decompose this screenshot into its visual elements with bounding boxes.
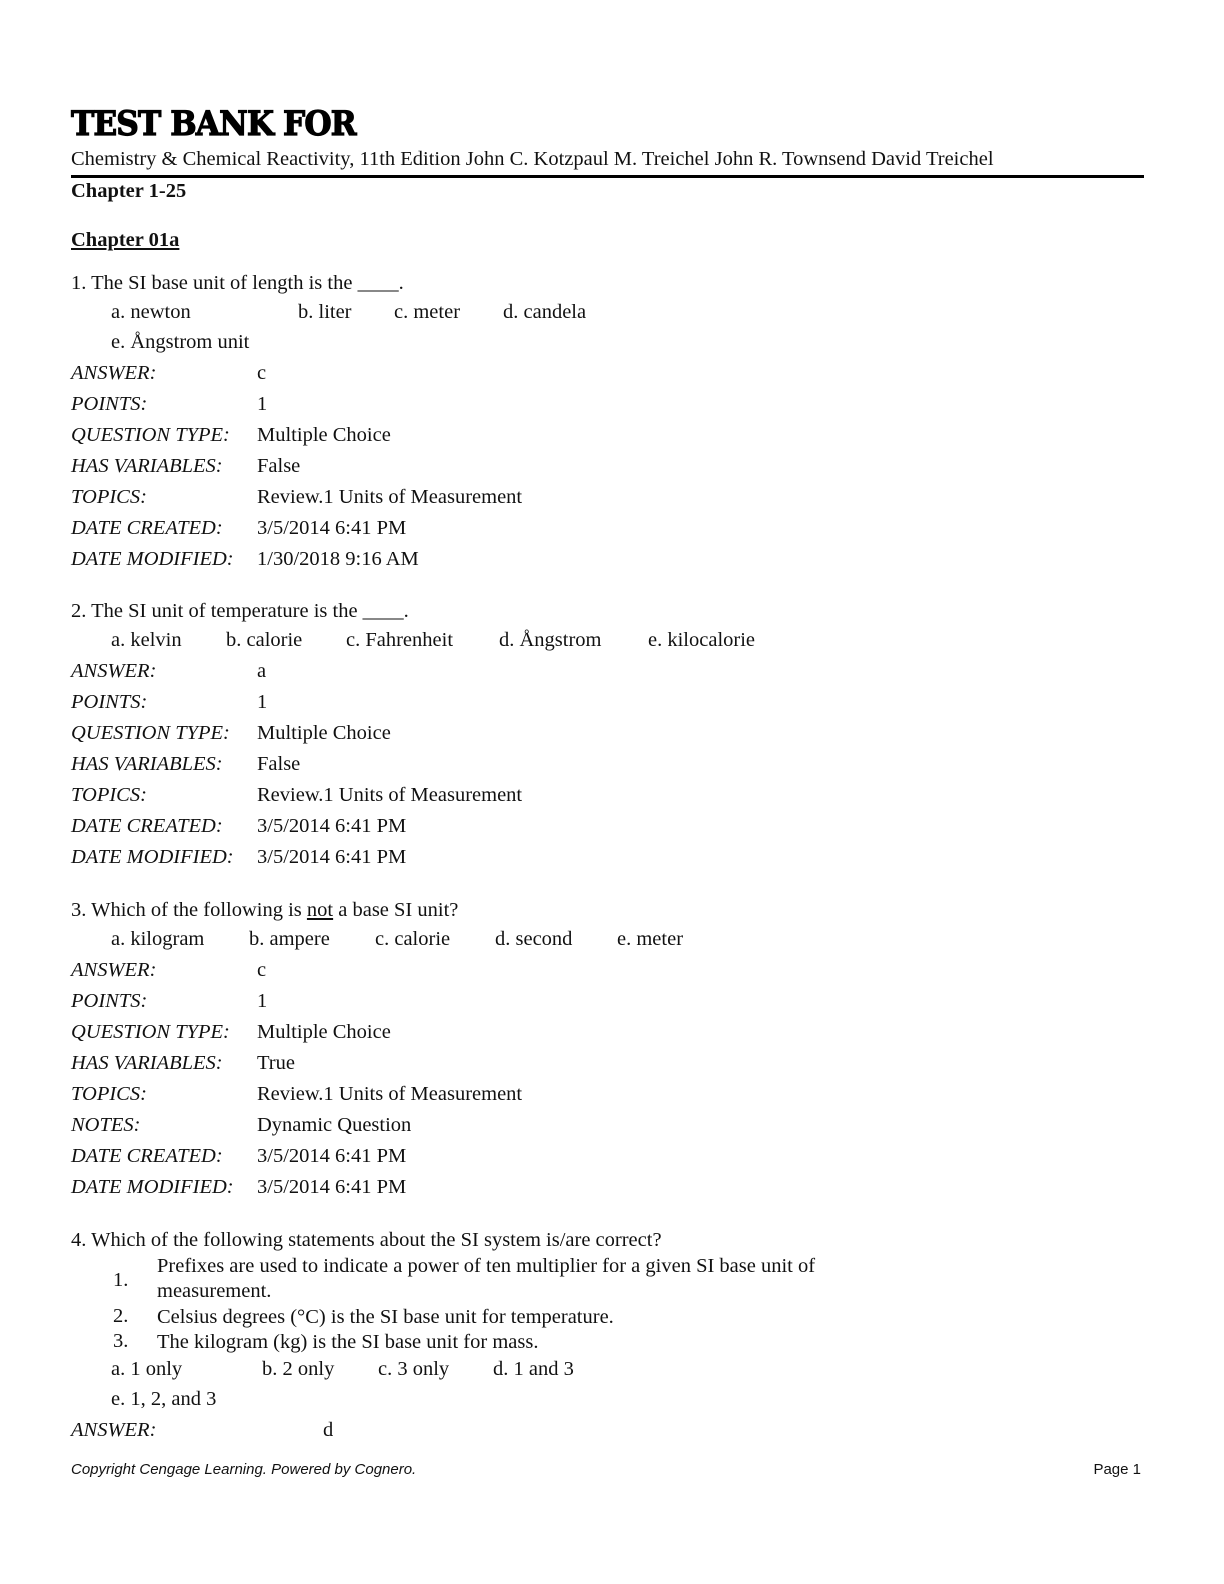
statement-number: 1.: [113, 1269, 129, 1291]
meta-value: Review.1 Units of Measurement: [257, 1083, 523, 1105]
footer-page-number: Page 1: [1093, 1461, 1141, 1478]
book-subtitle: Chemistry & Chemical Reactivity, 11th Edition John C. Kotzpaul M. Treichel John R. Townsend David Treichel: [71, 148, 994, 170]
meta-label: HAS VARIABLES:: [71, 455, 223, 477]
meta-label: QUESTION TYPE:: [71, 424, 230, 446]
stem-emphasis: not: [306, 899, 334, 921]
meta-value: Multiple Choice: [257, 722, 391, 744]
option-c: c. 3 only: [378, 1358, 450, 1380]
option-c: c. calorie: [375, 928, 451, 950]
option-a: a. kilogram: [111, 928, 205, 950]
meta-label: DATE CREATED:: [71, 517, 223, 539]
option-d: d. Ångstrom: [499, 629, 602, 651]
chapter-heading: Chapter 01a: [71, 229, 180, 251]
meta-label: DATE MODIFIED:: [71, 1176, 234, 1198]
meta-label: POINTS:: [71, 393, 148, 415]
meta-label: TOPICS:: [71, 1083, 147, 1105]
stem-after: a base SI unit?: [333, 899, 459, 921]
statement-text: The kilogram (kg) is the SI base unit for mass.: [157, 1331, 539, 1353]
meta-value: 1/30/2018 9:16 AM: [257, 548, 419, 570]
meta-value: Multiple Choice: [257, 1021, 391, 1043]
statement-text: Celsius degrees (°C) is the SI base unit for temperature.: [157, 1306, 614, 1328]
meta-value: 3/5/2014 6:41 PM: [257, 815, 407, 837]
meta-value: 3/5/2014 6:41 PM: [257, 1145, 407, 1167]
meta-value: Dynamic Question: [257, 1114, 412, 1136]
option-b: b. liter: [298, 301, 352, 323]
option-b: b. ampere: [249, 928, 330, 950]
meta-value: d: [323, 1419, 334, 1441]
statement-text: Prefixes are used to indicate a power of ten multiplier for a given SI base unit of measurement.: [157, 1255, 816, 1302]
meta-label: ANSWER:: [71, 660, 157, 682]
meta-value: c: [257, 362, 267, 384]
option-b: b. calorie: [226, 629, 303, 651]
option-c: c. meter: [394, 301, 461, 323]
document-title: TEST BANK FOR: [71, 104, 356, 144]
meta-label: DATE CREATED:: [71, 815, 223, 837]
option-d: d. candela: [503, 301, 587, 323]
meta-label: ANSWER:: [71, 1419, 157, 1441]
statement-number: 2.: [113, 1305, 129, 1327]
meta-label: DATE MODIFIED:: [71, 846, 234, 868]
meta-value: c: [257, 959, 267, 981]
meta-value: False: [257, 455, 301, 477]
meta-value: Review.1 Units of Measurement: [257, 486, 523, 508]
meta-value: True: [257, 1052, 295, 1074]
meta-label: QUESTION TYPE:: [71, 1021, 230, 1043]
meta-label: POINTS:: [71, 990, 148, 1012]
meta-label: ANSWER:: [71, 959, 157, 981]
option-c: c. Fahrenheit: [346, 629, 454, 651]
question-stem: 4. Which of the following statements about the SI system is/are correct?: [71, 1229, 662, 1251]
stem-before: 3. Which of the following is: [71, 899, 307, 921]
meta-label: DATE MODIFIED:: [71, 548, 234, 570]
meta-value: False: [257, 753, 301, 775]
option-a: a. 1 only: [111, 1358, 183, 1380]
option-e: e. Ångstrom unit: [111, 331, 250, 353]
meta-value: 3/5/2014 6:41 PM: [257, 1176, 407, 1198]
meta-value: 3/5/2014 6:41 PM: [257, 517, 407, 539]
meta-label: TOPICS:: [71, 784, 147, 806]
meta-label: ANSWER:: [71, 362, 157, 384]
option-e: e. 1, 2, and 3: [111, 1388, 217, 1410]
meta-label: POINTS:: [71, 691, 148, 713]
meta-value: 1: [257, 990, 268, 1012]
option-b: b. 2 only: [262, 1358, 335, 1380]
option-a: a. kelvin: [111, 629, 182, 651]
question-stem: 1. The SI base unit of length is the ____.: [71, 272, 404, 294]
meta-value: 3/5/2014 6:41 PM: [257, 846, 407, 868]
option-a: a. newton: [111, 301, 191, 323]
chapter-range: Chapter 1-25: [71, 180, 187, 202]
meta-label: DATE CREATED:: [71, 1145, 223, 1167]
meta-label: NOTES:: [71, 1114, 141, 1136]
footer-copyright: Copyright Cengage Learning. Powered by Cognero.: [71, 1461, 417, 1478]
meta-label: HAS VARIABLES:: [71, 1052, 223, 1074]
meta-label: HAS VARIABLES:: [71, 753, 223, 775]
meta-value: a: [257, 660, 267, 682]
option-d: d. 1 and 3: [493, 1358, 574, 1380]
meta-value: Multiple Choice: [257, 424, 391, 446]
option-d: d. second: [495, 928, 573, 950]
option-e: e. kilocalorie: [648, 629, 756, 651]
title-divider: [71, 175, 1144, 178]
meta-value: Review.1 Units of Measurement: [257, 784, 523, 806]
statement-number: 3.: [113, 1330, 129, 1352]
meta-label: TOPICS:: [71, 486, 147, 508]
meta-label: QUESTION TYPE:: [71, 722, 230, 744]
meta-value: 1: [257, 393, 268, 415]
meta-value: 1: [257, 691, 268, 713]
question-stem: 2. The SI unit of temperature is the ____.: [71, 600, 409, 622]
question-stem: [71, 899, 458, 922]
option-e: e. meter: [617, 928, 684, 950]
